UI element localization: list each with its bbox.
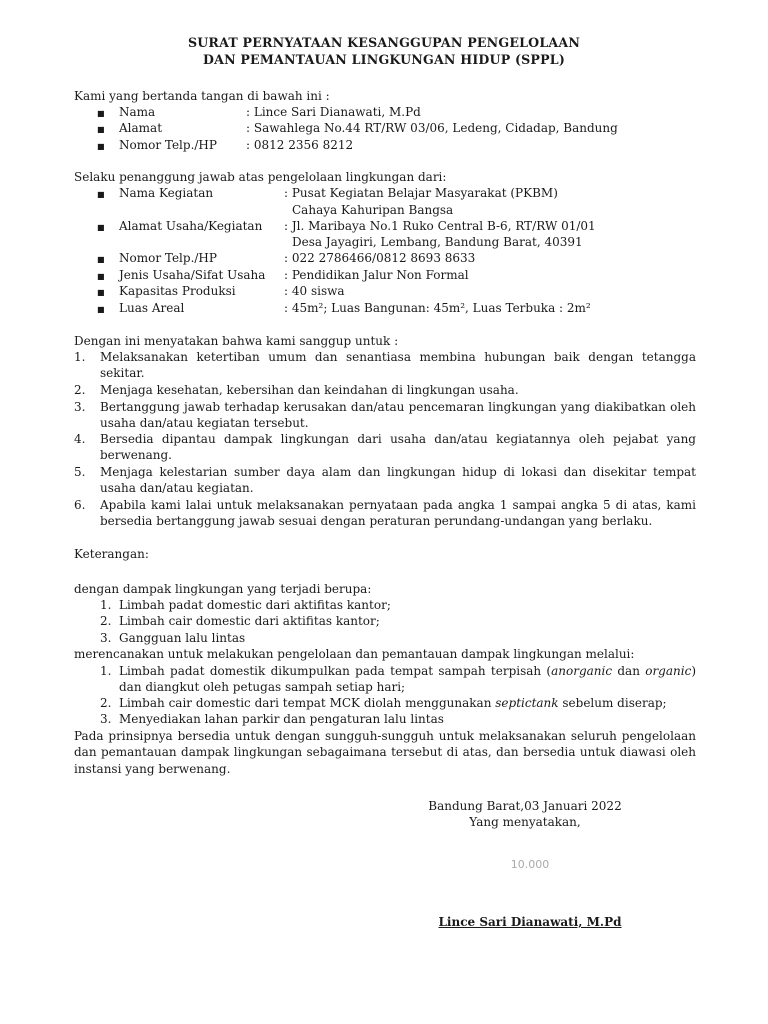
statement-number: 2. [74,383,86,397]
signer-statement: Yang menyatakan, [469,815,581,829]
plan-text: Limbah cair domestic dari tempat MCK diolah menggunakan septictank sebelum diserap; [119,696,667,710]
bullet-icon: ■ [97,125,105,134]
activity-name-value: : Pusat Kegiatan Belajar Masyarakat (PKBM) [284,186,558,200]
area-value: : 45m²; Luas Bangunan: 45m², Luas Terbuka : 2m² [284,301,591,315]
capacity-label: Kapasitas Produksi [119,284,236,298]
statement-number: 4. [74,432,86,446]
signer-name-label: Nama [119,105,156,119]
activity-address-label: Alamat Usaha/Kegiatan [119,219,263,233]
plan-number: 2. [100,696,112,710]
impact-intro: dengan dampak lingkungan yang terjadi berupa: [74,582,372,596]
activity-name-value-cont: Cahaya Kahuripan Bangsa [292,203,454,217]
business-type-label: Jenis Usaha/Sifat Usaha [119,268,266,282]
plan-text: Menyediakan lahan parkir dan pengaturan lalu lintas [119,712,444,726]
closing-paragraph: Pada prinsipnya bersedia untuk dengan sungguh-sungguh untuk melaksanakan seluruh pengelolaan dan pemantauan dampak lingkungan sebagaimana tersebut di atas, dan bersedia untuk diawasi oleh instansi yang berwenang. [74,729,696,776]
statement-intro: Dengan ini menyatakan bahwa kami sanggup untuk : [74,334,399,348]
statement-text: Melaksanakan ketertiban umum dan senantiasa membina hubungan baik dengan tetangga sekitar. [100,350,696,381]
document-title-line1: SURAT PERNYATAAN KESANGGUPAN PENGELOLAAN [187,35,581,50]
impact-number: 2. [100,614,112,628]
impact-number: 1. [100,598,112,612]
plan-text: Limbah padat domestik dikumpulkan pada tempat sampah terpisah (anorganic dan organic) dan diangkut oleh petugas sampah setiap hari; [119,664,696,695]
statement-text: Bertanggung jawab terhadap kerusakan dan/atau pencemaran lingkungan yang diakibatkan oleh usaha dan/atau kegiatan tersebut. [100,400,696,431]
signer-phone-value: : 0812 2356 8212 [246,138,354,152]
impact-text: Limbah padat domestic dari aktifitas kantor; [119,598,391,612]
bullet-icon: ■ [97,190,105,199]
notes-label: Keterangan: [74,547,149,561]
signer-name: Lince Sari Dianawati, M.Pd [438,915,622,929]
impact-text: Gangguan lalu lintas [119,631,246,645]
signer-name-value: : Lince Sari Dianawati, M.Pd [246,105,421,119]
statement-number: 3. [74,400,86,414]
activity-phone-label: Nomor Telp./HP [119,251,217,265]
statement-text: Menjaga kelestarian sumber daya alam dan lingkungan hidup di lokasi dan disekitar tempat usaha dan/atau kegiatan. [100,465,696,496]
bullet-icon: ■ [97,272,105,281]
statement-text: Bersedia dipantau dampak lingkungan dari usaha dan/atau kegiatannya oleh pejabat yang berwenang. [100,432,696,463]
activity-phone-value: : 022 2786466/0812 8693 8633 [284,251,476,265]
signer-address-label: Alamat [119,121,163,135]
business-type-value: : Pendidikan Jalur Non Formal [284,268,469,282]
intro-text: Kami yang bertanda tangan di bawah ini : [74,89,330,103]
bullet-icon: ■ [97,305,105,314]
statement-number: 1. [74,350,86,364]
bullet-icon: ■ [97,288,105,297]
plan-number: 3. [100,712,112,726]
impact-number: 3. [100,631,112,645]
place-date: Bandung Barat,03 Januari 2022 [428,799,622,813]
impact-text: Limbah cair domestic dari aktifitas kantor; [119,614,380,628]
document-title-line2: DAN PEMANTAUAN LINGKUNGAN HIDUP (SPPL) [203,52,565,67]
activity-name-label: Nama Kegiatan [119,186,214,200]
statement-number: 5. [74,465,86,479]
activity-address-value-cont: Desa Jayagiri, Lembang, Bandung Barat, 40391 [292,235,583,249]
statement-text: Apabila kami lalai untuk melaksanakan pernyataan pada angka 1 sampai angka 5 di atas, kami bersedia bertanggung jawab sesuai dengan peraturan perundang-undangan yang berlaku. [100,498,696,529]
activity-address-value: : Jl. Maribaya No.1 Ruko Central B-6, RT/RW 01/01 [284,219,596,233]
signer-address-value: : Sawahlega No.44 RT/RW 03/06, Ledeng, Cidadap, Bandung [246,121,618,135]
responsible-intro: Selaku penanggung jawab atas pengelolaan lingkungan dari: [74,170,447,184]
stamp-duty-mark: 10.000 [510,858,550,871]
bullet-icon: ■ [97,223,105,232]
plan-intro: merencanakan untuk melakukan pengelolaan dan pemantauan dampak lingkungan melalui: [74,647,635,661]
signer-phone-label: Nomor Telp./HP [119,138,217,152]
bullet-icon: ■ [97,142,105,151]
statement-text: Menjaga kesehatan, kebersihan dan keindahan di lingkungan usaha. [100,383,519,397]
bullet-icon: ■ [97,255,105,264]
bullet-icon: ■ [97,109,105,118]
area-label: Luas Areal [119,301,185,315]
plan-number: 1. [100,664,112,678]
capacity-value: : 40 siswa [284,284,345,298]
statement-number: 6. [74,498,86,512]
